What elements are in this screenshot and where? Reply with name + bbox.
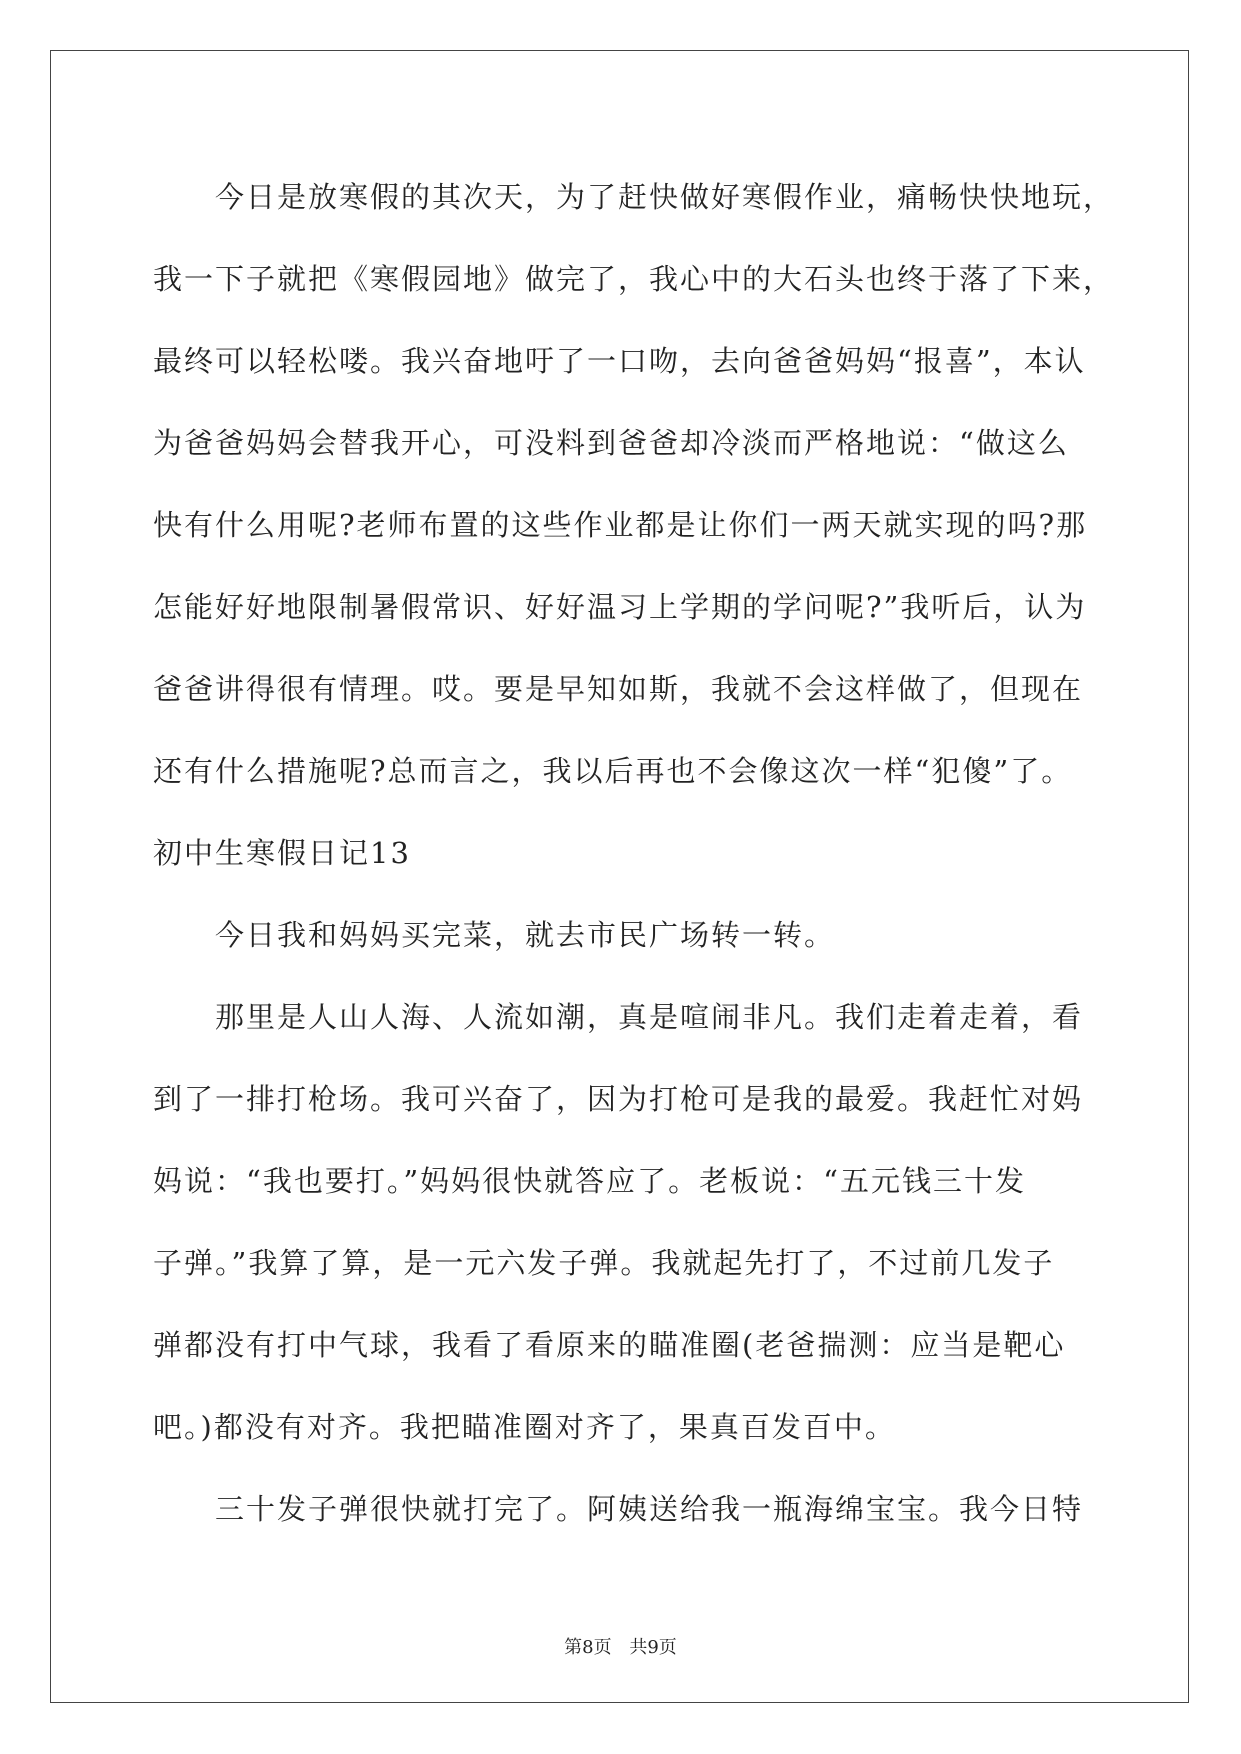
page-number: 第8页 <box>564 1637 612 1658</box>
paragraph-line: 弹都没有打中气球，我看了看原来的瞄准圈(老爸揣测：应当是靶心 <box>153 1328 1066 1362</box>
paragraph-line: 今日我和妈妈买完菜，就去市民广场转一转。 <box>215 918 836 952</box>
paragraph-line: 今日是放寒假的其次天，为了赶快做好寒假作业，痛畅快快地玩， <box>215 180 1115 214</box>
page-footer <box>0 1633 1241 1659</box>
paragraph-line: 妈说：“我也要打。”妈妈很快就答应了。老板说：“五元钱三十发 <box>153 1164 1026 1198</box>
paragraph-line: 子弹。”我算了算，是一元六发子弹。我就起先打了，不过前几发子 <box>153 1246 1055 1280</box>
paragraph-line: 还有什么措施呢?总而言之，我以后再也不会像这次一样“犯傻”了。 <box>153 754 1073 788</box>
paragraph-line: 快有什么用呢?老师布置的这些作业都是让你们一两天就实现的吗?那 <box>153 508 1088 542</box>
paragraph-line: 怎能好好地限制暑假常识、好好温习上学期的学问呢?”我听后，认为 <box>153 590 1087 624</box>
paragraph-line: 为爸爸妈妈会替我开心，可没料到爸爸却冷淡而严格地说：“做这么 <box>153 426 1069 460</box>
paragraph-line: 爸爸讲得很有情理。哎。要是早知如斯，我就不会这样做了，但现在 <box>153 672 1084 706</box>
section-heading: 初中生寒假日记13 <box>153 836 411 870</box>
document-body <box>153 156 1115 1550</box>
paragraph-line: 那里是人山人海、人流如潮，真是喧闹非凡。我们走着走着，看 <box>215 1000 1084 1034</box>
paragraph-line: 吧。)都没有对齐。我把瞄准圈对齐了，果真百发百中。 <box>153 1410 896 1444</box>
page-total: 共9页 <box>629 1637 677 1658</box>
paragraph-line: 最终可以轻松喽。我兴奋地吁了一口吻，去向爸爸妈妈“报喜”，本认 <box>153 344 1086 378</box>
paragraph-line: 到了一排打枪场。我可兴奋了，因为打枪可是我的最爱。我赶忙对妈 <box>153 1082 1084 1116</box>
paragraph-line: 我一下子就把《寒假园地》做完了，我心中的大石头也终于落了下来， <box>153 262 1115 296</box>
paragraph-line: 三十发子弹很快就打完了。阿姨送给我一瓶海绵宝宝。我今日特 <box>215 1492 1084 1526</box>
